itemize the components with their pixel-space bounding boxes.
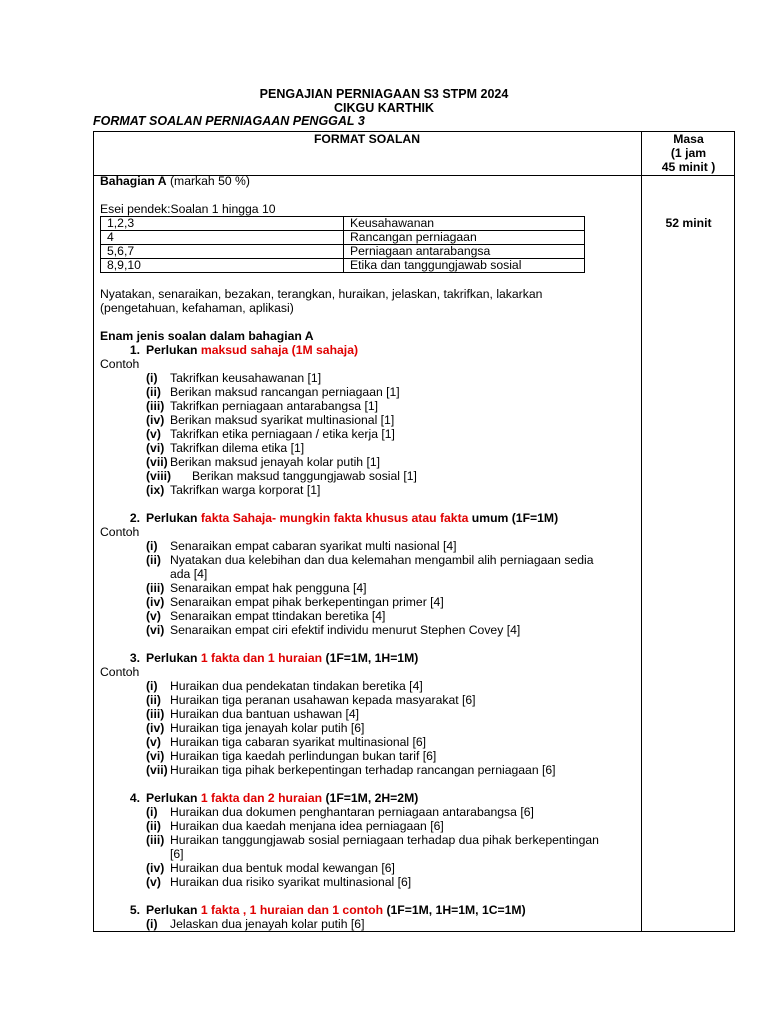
item-text: Takrifkan keusahawanan [1] bbox=[170, 371, 322, 385]
item-text: Berikan maksud rancangan perniagaan [1] bbox=[170, 385, 400, 399]
question-type-5 bbox=[100, 903, 635, 917]
question-lead: Perlukan bbox=[146, 903, 201, 917]
topic-questions: 5,6,7 bbox=[101, 245, 344, 259]
table-row bbox=[101, 259, 585, 273]
list-item bbox=[146, 749, 635, 763]
item-number: (ii) bbox=[146, 553, 161, 567]
list-item bbox=[146, 833, 635, 847]
list-item bbox=[146, 469, 635, 483]
document-title: PENGAJIAN PERNIAGAAN S3 STPM 2024 bbox=[259, 87, 509, 101]
bottom-divider bbox=[93, 931, 735, 932]
item-text: Berikan maksud tanggungjawab sosial [1] bbox=[192, 469, 417, 483]
types-title: Enam jenis soalan dalam bahagian A bbox=[100, 329, 314, 343]
teacher-name: CIKGU KARTHIK bbox=[334, 101, 434, 115]
item-number: (iv) bbox=[146, 721, 165, 735]
item-text: Huraikan tiga kaedah perlindungan bukan tarif [6] bbox=[170, 749, 437, 763]
item-text: Huraikan dua kaedah menjana idea perniagaan [6] bbox=[170, 819, 444, 833]
list-item bbox=[146, 917, 635, 931]
list-item bbox=[146, 399, 635, 413]
question-type-3 bbox=[100, 651, 635, 665]
column-header-masa bbox=[642, 132, 735, 174]
list-item bbox=[146, 693, 635, 707]
column-header-format: FORMAT SOALAN bbox=[313, 132, 421, 146]
item-number: (vi) bbox=[146, 623, 165, 637]
question-highlight: 1 fakta dan 2 huraian bbox=[200, 791, 326, 805]
topic-questions: 8,9,10 bbox=[101, 259, 344, 273]
item-text: ada [4] bbox=[170, 567, 208, 581]
list-item bbox=[146, 413, 635, 427]
item-text: [6] bbox=[170, 847, 184, 861]
item-text: Huraikan dua risiko syarikat multinasional [6] bbox=[170, 875, 412, 889]
item-text: Jelaskan dua jenayah kolar putih [6] bbox=[170, 917, 365, 931]
question-lead: Perlukan bbox=[146, 511, 201, 525]
item-number: (iv) bbox=[146, 413, 165, 427]
topic-questions: 4 bbox=[101, 231, 344, 245]
question-highlight: maksud sahaja (1M sahaja) bbox=[200, 343, 359, 357]
topic-name: Perniagaan antarabangsa bbox=[344, 245, 585, 259]
list-item bbox=[146, 861, 635, 875]
table-row bbox=[101, 231, 585, 245]
list-item bbox=[146, 567, 635, 581]
question-marks: (1F=1M, 1H=1M) bbox=[322, 651, 419, 665]
question-marks: (1F=1M, 2H=2M) bbox=[325, 791, 419, 805]
list-item bbox=[146, 595, 635, 609]
topic-name: Keusahawanan bbox=[344, 217, 585, 231]
column-divider bbox=[641, 131, 642, 932]
question-lead: Perlukan bbox=[146, 651, 201, 665]
item-text: Senaraikan empat ciri efektif individu menurut Stephen Covey [4] bbox=[170, 623, 521, 637]
item-number: (v) bbox=[146, 427, 161, 441]
topics-table bbox=[100, 216, 585, 273]
list-item bbox=[146, 385, 635, 399]
item-text: Takrifkan dilema etika [1] bbox=[170, 441, 305, 455]
list-item bbox=[146, 763, 635, 777]
item-text: Huraikan dua bantuan ushawan [4] bbox=[170, 707, 360, 721]
question-highlight: fakta Sahaja- mungkin fakta khusus atau fakta bbox=[200, 511, 469, 525]
item-text: Huraikan dua bentuk modal kewangan [6] bbox=[170, 861, 395, 875]
question-type-4 bbox=[100, 791, 635, 805]
question-type-1 bbox=[100, 343, 635, 357]
list-item bbox=[146, 483, 635, 497]
question-highlight: 1 fakta dan 1 huraian bbox=[200, 651, 323, 665]
list-item bbox=[146, 455, 635, 469]
verbs-line: Nyatakan, senaraikan, bezakan, terangkan, huraikan, jelaskan, takrifkan, lakarkan bbox=[100, 287, 543, 301]
question-number: 2. bbox=[129, 511, 140, 525]
item-text: Takrifkan etika perniagaan / etika kerja [1] bbox=[170, 427, 395, 441]
list-item bbox=[146, 427, 635, 441]
item-number: (ii) bbox=[146, 693, 161, 707]
item-number: (i) bbox=[146, 917, 158, 931]
esei-line: Esei pendek:Soalan 1 hingga 10 bbox=[100, 202, 276, 216]
item-number: (iii) bbox=[146, 399, 165, 413]
item-number: (v) bbox=[146, 735, 161, 749]
question-highlight: 1 fakta , 1 huraian dan 1 contoh bbox=[200, 903, 384, 917]
question-lead: Perlukan bbox=[146, 343, 201, 357]
verbs-levels: (pengetahuan, kefahaman, aplikasi) bbox=[100, 301, 294, 315]
item-number: (ii) bbox=[146, 819, 161, 833]
item-number: (vii) bbox=[146, 455, 168, 469]
section-time: 52 minit bbox=[665, 216, 712, 230]
item-text: Huraikan tiga pihak berkepentingan terhadap rancangan perniagaan [6] bbox=[170, 763, 556, 777]
contoh-label: Contoh bbox=[100, 525, 140, 539]
item-number: (iv) bbox=[146, 861, 165, 875]
list-item bbox=[146, 623, 635, 637]
item-text: Huraikan dua dokumen penghantaran perniagaan antarabangsa [6] bbox=[170, 805, 534, 819]
list-item bbox=[146, 721, 635, 735]
question-type-2 bbox=[100, 511, 635, 525]
document-subtitle: FORMAT SOALAN PERNIAGAAN PENGGAL 3 bbox=[93, 114, 365, 128]
item-number: (vii) bbox=[146, 763, 168, 777]
item-number: (iii) bbox=[146, 833, 165, 847]
item-text: Huraikan dua pendekatan tindakan beretika [4] bbox=[170, 679, 423, 693]
item-number: (ii) bbox=[146, 385, 161, 399]
list-item bbox=[146, 735, 635, 749]
item-text: Huraikan tiga peranan usahawan kepada masyarakat [6] bbox=[170, 693, 476, 707]
question-lead: Perlukan bbox=[146, 791, 201, 805]
topic-questions: 1,2,3 bbox=[101, 217, 344, 231]
item-number bbox=[146, 847, 170, 861]
table-row bbox=[101, 245, 585, 259]
table-row bbox=[101, 217, 585, 231]
item-number: (iii) bbox=[146, 707, 165, 721]
list-item bbox=[146, 875, 635, 889]
section-content bbox=[100, 174, 635, 931]
list-item bbox=[146, 847, 635, 861]
item-number: (v) bbox=[146, 609, 161, 623]
item-number: (i) bbox=[146, 539, 158, 553]
item-number: (i) bbox=[146, 805, 158, 819]
item-number: (ix) bbox=[146, 483, 165, 497]
list-item bbox=[146, 581, 635, 595]
list-item bbox=[146, 539, 635, 553]
item-number: (iv) bbox=[146, 595, 165, 609]
list-item bbox=[146, 441, 635, 455]
item-number: (iii) bbox=[146, 581, 165, 595]
question-marks: umum (1F=1M) bbox=[468, 511, 559, 525]
item-number: (i) bbox=[146, 371, 158, 385]
topic-name: Rancangan perniagaan bbox=[344, 231, 585, 245]
item-text: Takrifkan warga korporat [1] bbox=[170, 483, 321, 497]
section-heading bbox=[100, 174, 635, 188]
question-marks: (1F=1M, 1H=1M, 1C=1M) bbox=[383, 903, 526, 917]
item-text: Nyatakan dua kelebihan dan dua kelemahan mengambil alih perniagaan sedia bbox=[170, 553, 594, 567]
item-text: Senaraikan empat pihak berkepentingan primer [4] bbox=[170, 595, 444, 609]
item-text: Senaraikan empat ttindakan beretika [4] bbox=[170, 609, 386, 623]
question-number: 1. bbox=[129, 343, 140, 357]
question-number: 5. bbox=[129, 903, 140, 917]
item-text: Takrifkan perniagaan antarabangsa [1] bbox=[170, 399, 379, 413]
list-item bbox=[146, 819, 635, 833]
question-number: 4. bbox=[129, 791, 140, 805]
item-text: Senaraikan empat cabaran syarikat multi nasional [4] bbox=[170, 539, 457, 553]
masa-line-3: 45 minit ) bbox=[661, 160, 716, 174]
item-text: Berikan maksud jenayah kolar putih [1] bbox=[170, 455, 381, 469]
item-number bbox=[146, 567, 170, 581]
item-text: Huraikan tanggungjawab sosial perniagaan terhadap dua pihak berkepentingan bbox=[170, 833, 599, 847]
topic-name: Etika dan tanggungjawab sosial bbox=[344, 259, 585, 273]
list-item bbox=[146, 707, 635, 721]
item-number: (vi) bbox=[146, 441, 165, 455]
list-item bbox=[146, 805, 635, 819]
masa-line-2: (1 jam bbox=[670, 146, 707, 160]
list-item bbox=[146, 679, 635, 693]
question-number: 3. bbox=[129, 651, 140, 665]
masa-line-1: Masa bbox=[673, 132, 704, 146]
item-text: Berikan maksud syarikat multinasional [1] bbox=[170, 413, 395, 427]
item-text: Senaraikan empat hak pengguna [4] bbox=[170, 581, 367, 595]
item-number: (v) bbox=[146, 875, 161, 889]
list-item bbox=[146, 371, 635, 385]
list-item bbox=[146, 609, 635, 623]
item-text: Huraikan tiga jenayah kolar putih [6] bbox=[170, 721, 365, 735]
contoh-label: Contoh bbox=[100, 357, 140, 371]
list-item bbox=[146, 553, 635, 567]
item-text: Huraikan tiga cabaran syarikat multinasional [6] bbox=[170, 735, 427, 749]
contoh-label: Contoh bbox=[100, 665, 140, 679]
item-number: (vi) bbox=[146, 749, 165, 763]
item-number: (viii) bbox=[146, 469, 172, 483]
section-marks: (markah 50 %) bbox=[166, 174, 250, 188]
section-title: Bahagian A bbox=[100, 174, 167, 188]
item-number: (i) bbox=[146, 679, 158, 693]
